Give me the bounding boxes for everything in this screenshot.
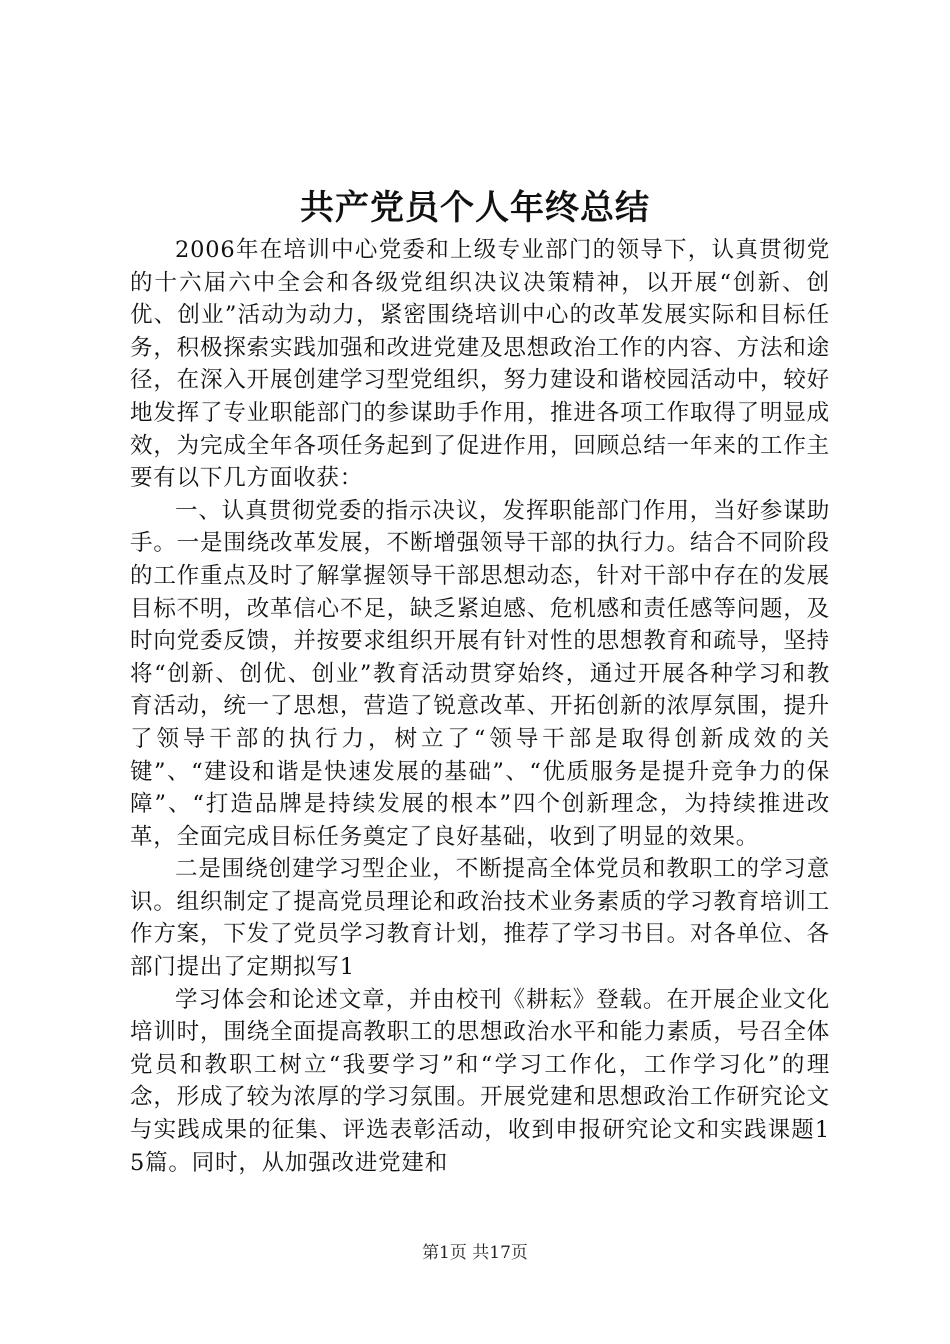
paragraph-intro: 2006年在培训中心党委和上级专业部门的领导下，认真贯彻党的十六届六中全会和各级党组织决议决策精神，以开展“创新、创优、创业”活动为动力，紧密围绕培训中心的改革发展实际和目标任务，积极探索实践加强和改进党建及思想政治工作的内容、方法和途径，在深入开展创建学习型党组织，努力建设和谐校园活动中，较好地发挥了专业职能部门的参谋助手作用，推进各项工作取得了明显成效，为完成全年各项任务起到了促进作用，回顾总结一年来的工作主要有以下几方面收获：	[130, 237, 830, 492]
document-body	[130, 234, 830, 1179]
paragraph-section-2-continued: 学习体会和论述文章，并由校刊《耕耘》登载。在开展企业文化培训时，围绕全面提高教职工的思想政治水平和能力素质，号召全体党员和教职工树立“我要学习”和“学习工作化，工作学习化”的理念，形成了较为浓厚的学习氛围。开展党建和思想政治工作研究论文与实践成果的征集、评选表彰活动，收到申报研究论文和实践课题15篇。同时，从加强改进党建和	[130, 986, 830, 1176]
document-title: 共产党员个人年终总结	[300, 188, 650, 228]
page-number-footer: 第1页 共17页	[422, 1243, 528, 1263]
paragraph-section-1: 一、认真贯彻党委的指示决议，发挥职能部门作用，当好参谋助手。一是围绕改革发展，不断增强领导干部的执行力。结合不同阶段的工作重点及时了解掌握领导干部思想动态，针对干部中存在的发展目标不明，改革信心不足，缺乏紧迫感、危机感和责任感等问题，及时向党委反馈，并按要求组织开展有针对性的思想教育和疏导，坚持将“创新、创优、创业”教育活动贯穿始终，通过开展各种学习和教育活动，统一了思想，营造了锐意改革、开拓创新的浓厚氛围，提升了领导干部的执行力，树立了“领导干部是取得创新成效的关键”、“建设和谐是快速发展的基础”、“优质服务是提升竞争力的保障”、“打造品牌是持续发展的根本”四个创新理念，为持续推进改革，全面完成目标任务奠定了良好基础，收到了明显的效果。	[130, 497, 830, 850]
paragraph-section-2: 二是围绕创建学习型企业，不断提高全体党员和教职工的学习意识。组织制定了提高党员理论和政治技术业务素质的学习教育培训工作方案，下发了党员学习教育计划，推荐了学习书目。对各单位、各部门提出了定期拟写1	[130, 856, 830, 981]
